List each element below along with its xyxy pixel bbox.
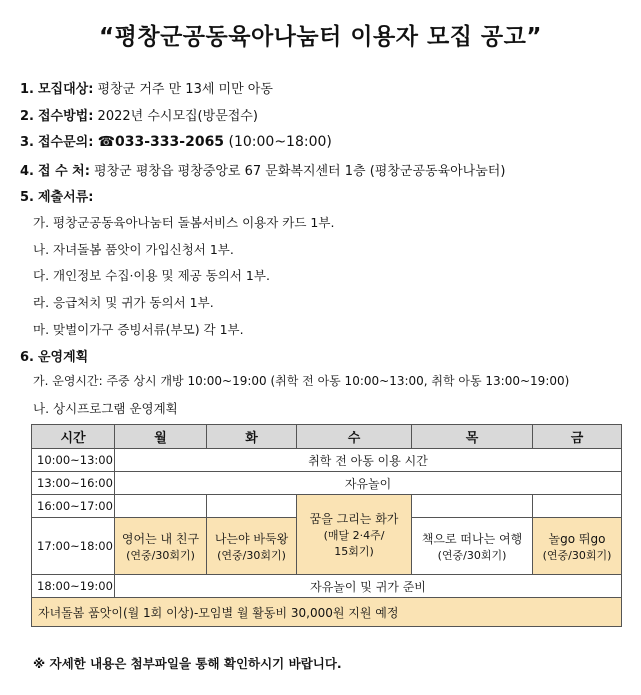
time-cell: 13:00~16:00 [32,472,115,495]
program-detail: (연중/30회기) [126,548,195,562]
program-detail: (연중/30회기) [542,548,612,562]
schedule-table [31,424,622,627]
wed-program-cell [297,495,412,575]
item-number: 6. [20,350,34,365]
item-label: 접수문의: [37,135,94,150]
document-item: 다. 개인정보 수집·이용 및 제공 동의서 1부. [33,268,270,283]
item-label: 제출서류: [37,190,94,205]
program-detail: (연중/30회기) [217,548,286,562]
document-item: 나. 자녀돌봄 품앗이 가입신청서 1부. [33,242,234,257]
info-item-operation [20,346,88,365]
item-value: 평창군 거주 만 13세 미만 아동 [93,82,273,97]
thu-program-cell [412,518,533,575]
program-name: 놀go 뛰go [548,531,606,546]
time-cell: 17:00~18:00 [32,518,115,575]
support-note: 자녀돌봄 품앗이(월 1회 이상)-모임별 월 활동비 30,000원 지원 예정 [32,598,622,627]
program-detail: 15회기) [334,545,374,558]
info-item-documents [20,186,93,205]
table-row [32,598,622,627]
info-item-target [20,78,273,97]
header-wed: 수 [297,425,412,449]
item-number: 1. [20,82,34,97]
operation-hours: 가. 운영시간: 주중 상시 개방 10:00~19:00 (취학 전 아동 10:00~13:00, 취학 아동 13:00~19:00) [33,374,570,388]
document-item: 라. 응급처치 및 귀가 동의서 1부. [33,295,214,310]
empty-cell [115,495,207,518]
empty-cell [207,495,297,518]
free-play-cell: 자유놀이 [115,472,622,495]
item-value: 평창군 평창읍 평창중앙로 67 문화복지센터 1층 (평창군공동육아나눔터) [89,164,506,179]
info-item-inquiry [20,131,332,150]
document-item: 가. 평창군공동육아나눔터 돌봄서비스 이용자 카드 1부. [33,215,335,230]
program-detail: (매달 2·4주/ [323,529,385,542]
table-row [32,472,622,495]
phone-icon: ☎ [97,134,116,150]
info-item-location [20,160,505,179]
item-value: 2022년 수시모집(방문접수) [93,109,258,124]
header-mon: 월 [115,425,207,449]
program-heading: 나. 상시프로그램 운영계획 [33,401,178,416]
table-header-row [32,425,622,449]
preschool-cell: 취학 전 아동 이용 시간 [115,449,622,472]
info-item-method [20,105,258,124]
time-cell: 18:00~19:00 [32,575,115,598]
table-row [32,449,622,472]
header-fri: 금 [533,425,622,449]
empty-cell [533,495,622,518]
header-thu: 목 [412,425,533,449]
page-title: “평창군공동육아나눔터 이용자 모집 공고” [99,24,542,50]
fri-program-cell [533,518,622,575]
item-number: 5. [20,190,34,205]
program-name: 나는야 바둑왕 [214,531,289,546]
program-name: 책으로 떠나는 여행 [421,531,523,546]
phone-number: 033-333-2065 [115,134,225,150]
item-number: 2. [20,109,34,124]
time-cell: 10:00~13:00 [32,449,115,472]
item-label: 모집대상: [37,82,94,97]
header-time: 시간 [32,425,115,449]
footnote: ※ 자세한 내용은 첨부파일을 통해 확인하시기 바랍니다. [33,656,342,671]
mon-program-cell [115,518,207,575]
table-row [32,575,622,598]
empty-cell [412,495,533,518]
program-detail: (연중/30회기) [437,548,507,562]
document-item: 마. 맞벌이가구 증빙서류(부모) 각 1부. [33,322,244,337]
program-name: 영어는 내 친구 [121,531,200,546]
table-row [32,495,622,518]
item-label: 접 수 처: [37,164,90,179]
tue-program-cell [207,518,297,575]
program-name: 꿈을 그리는 화가 [309,512,399,526]
item-value: (10:00~18:00) [224,134,332,150]
header-tue: 화 [207,425,297,449]
item-label: 운영계획 [37,350,89,365]
item-number: 3. [20,135,34,150]
time-cell: 16:00~17:00 [32,495,115,518]
item-label: 접수방법: [37,109,94,124]
item-number: 4. [20,164,34,179]
free-play-prep-cell: 자유놀이 및 귀가 준비 [115,575,622,598]
